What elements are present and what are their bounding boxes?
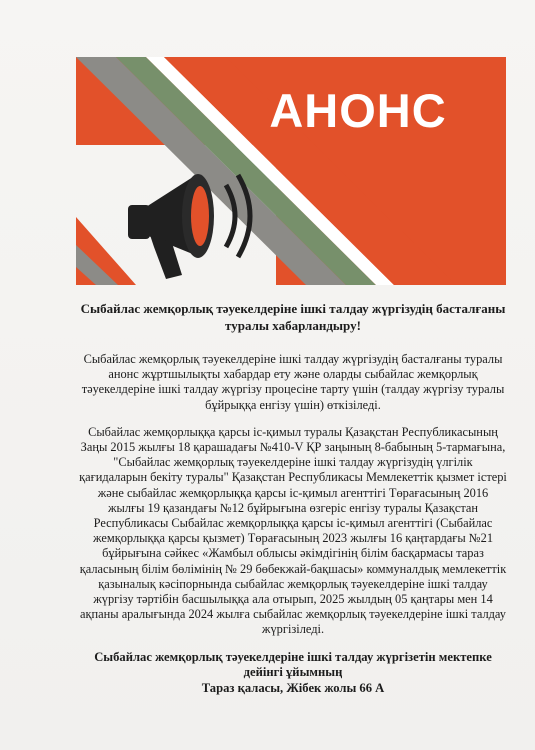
notice-title: Сыбайлас жемқорлық тәуекелдеріне ішкі талдау жүргізудің басталғаны туралы хабарландыру! (80, 301, 506, 333)
notice-paragraph-legal: Сыбайлас жемқорлыққа қарсы іс-қимыл туралы Қазақстан Республикасының Заңы 2015 жылғы 18 қарашадағы №410-V ҚР заңының 8-бабының 5-тармағына, "Сыбайлас жемқорлық тәуекелдеріне ішкі талдау жүргізудің үлгілік қағидаларын бекіту туралы" Қазақстан Республикасы Мемлекеттік қызмет істері және сыбайлас жемқорлыққа қарсы іс-қимыл агенттігі Төрағасының 2016 жылғы 19 қазандағы №12 бұйрығына өзгеріс енгізу туралы Қазақстан Республикасы Сыбайлас жемқорлыққа қарсы іс-қимыл агенттігі (Сыбайлас жемқорлыққа қарсы қызмет) Төрағасының 2023 жылғы 16 қаңтардағы №21 бұйрығына сәйкес «Жамбыл облысы әкімдігінің білім басқармасы тараз қаласының білім бөлімінің № 29 бөбекжай-бақшасы» коммуналдық мемлекеттік қазыналық кәсіпорнында сыбайлас жемқорлық тәуекелдеріне ішкі талдау жүргізу тәртібін басшылыққа ала отырып, 2025 жылдың 05 қаңтары мен 14 ақпаны аралығында 2024 жылға сыбайлас жемқорлық тәуекелдеріне ішкі талдау жүргізіледі. (79, 424, 507, 637)
notice-closing-organization: Сыбайлас жемқорлық тәуекелдеріне ішкі талдау жүргізетін мектепке дейінгі ұйымның (94, 649, 492, 680)
announcement-banner (76, 57, 506, 285)
notice-paragraph-intro: Сыбайлас жемқорлық тәуекелдеріне ішкі талдау жүргізудің басталғаны туралы анонс жұртшылықты хабардар ету және оларды сыбайлас жемқорлық тәуекелдеріне ішкі талдау жүргізу процесіне тарту үшін (талдау жүргізу туралы бұйрыққа енгізу үшін) өткізіледі. (81, 352, 505, 412)
banner-title: АНОНС (269, 84, 447, 137)
notice-content (78, 300, 508, 696)
notice-closing-address: Тараз қаласы, Жібек жолы 66 А (201, 680, 385, 695)
